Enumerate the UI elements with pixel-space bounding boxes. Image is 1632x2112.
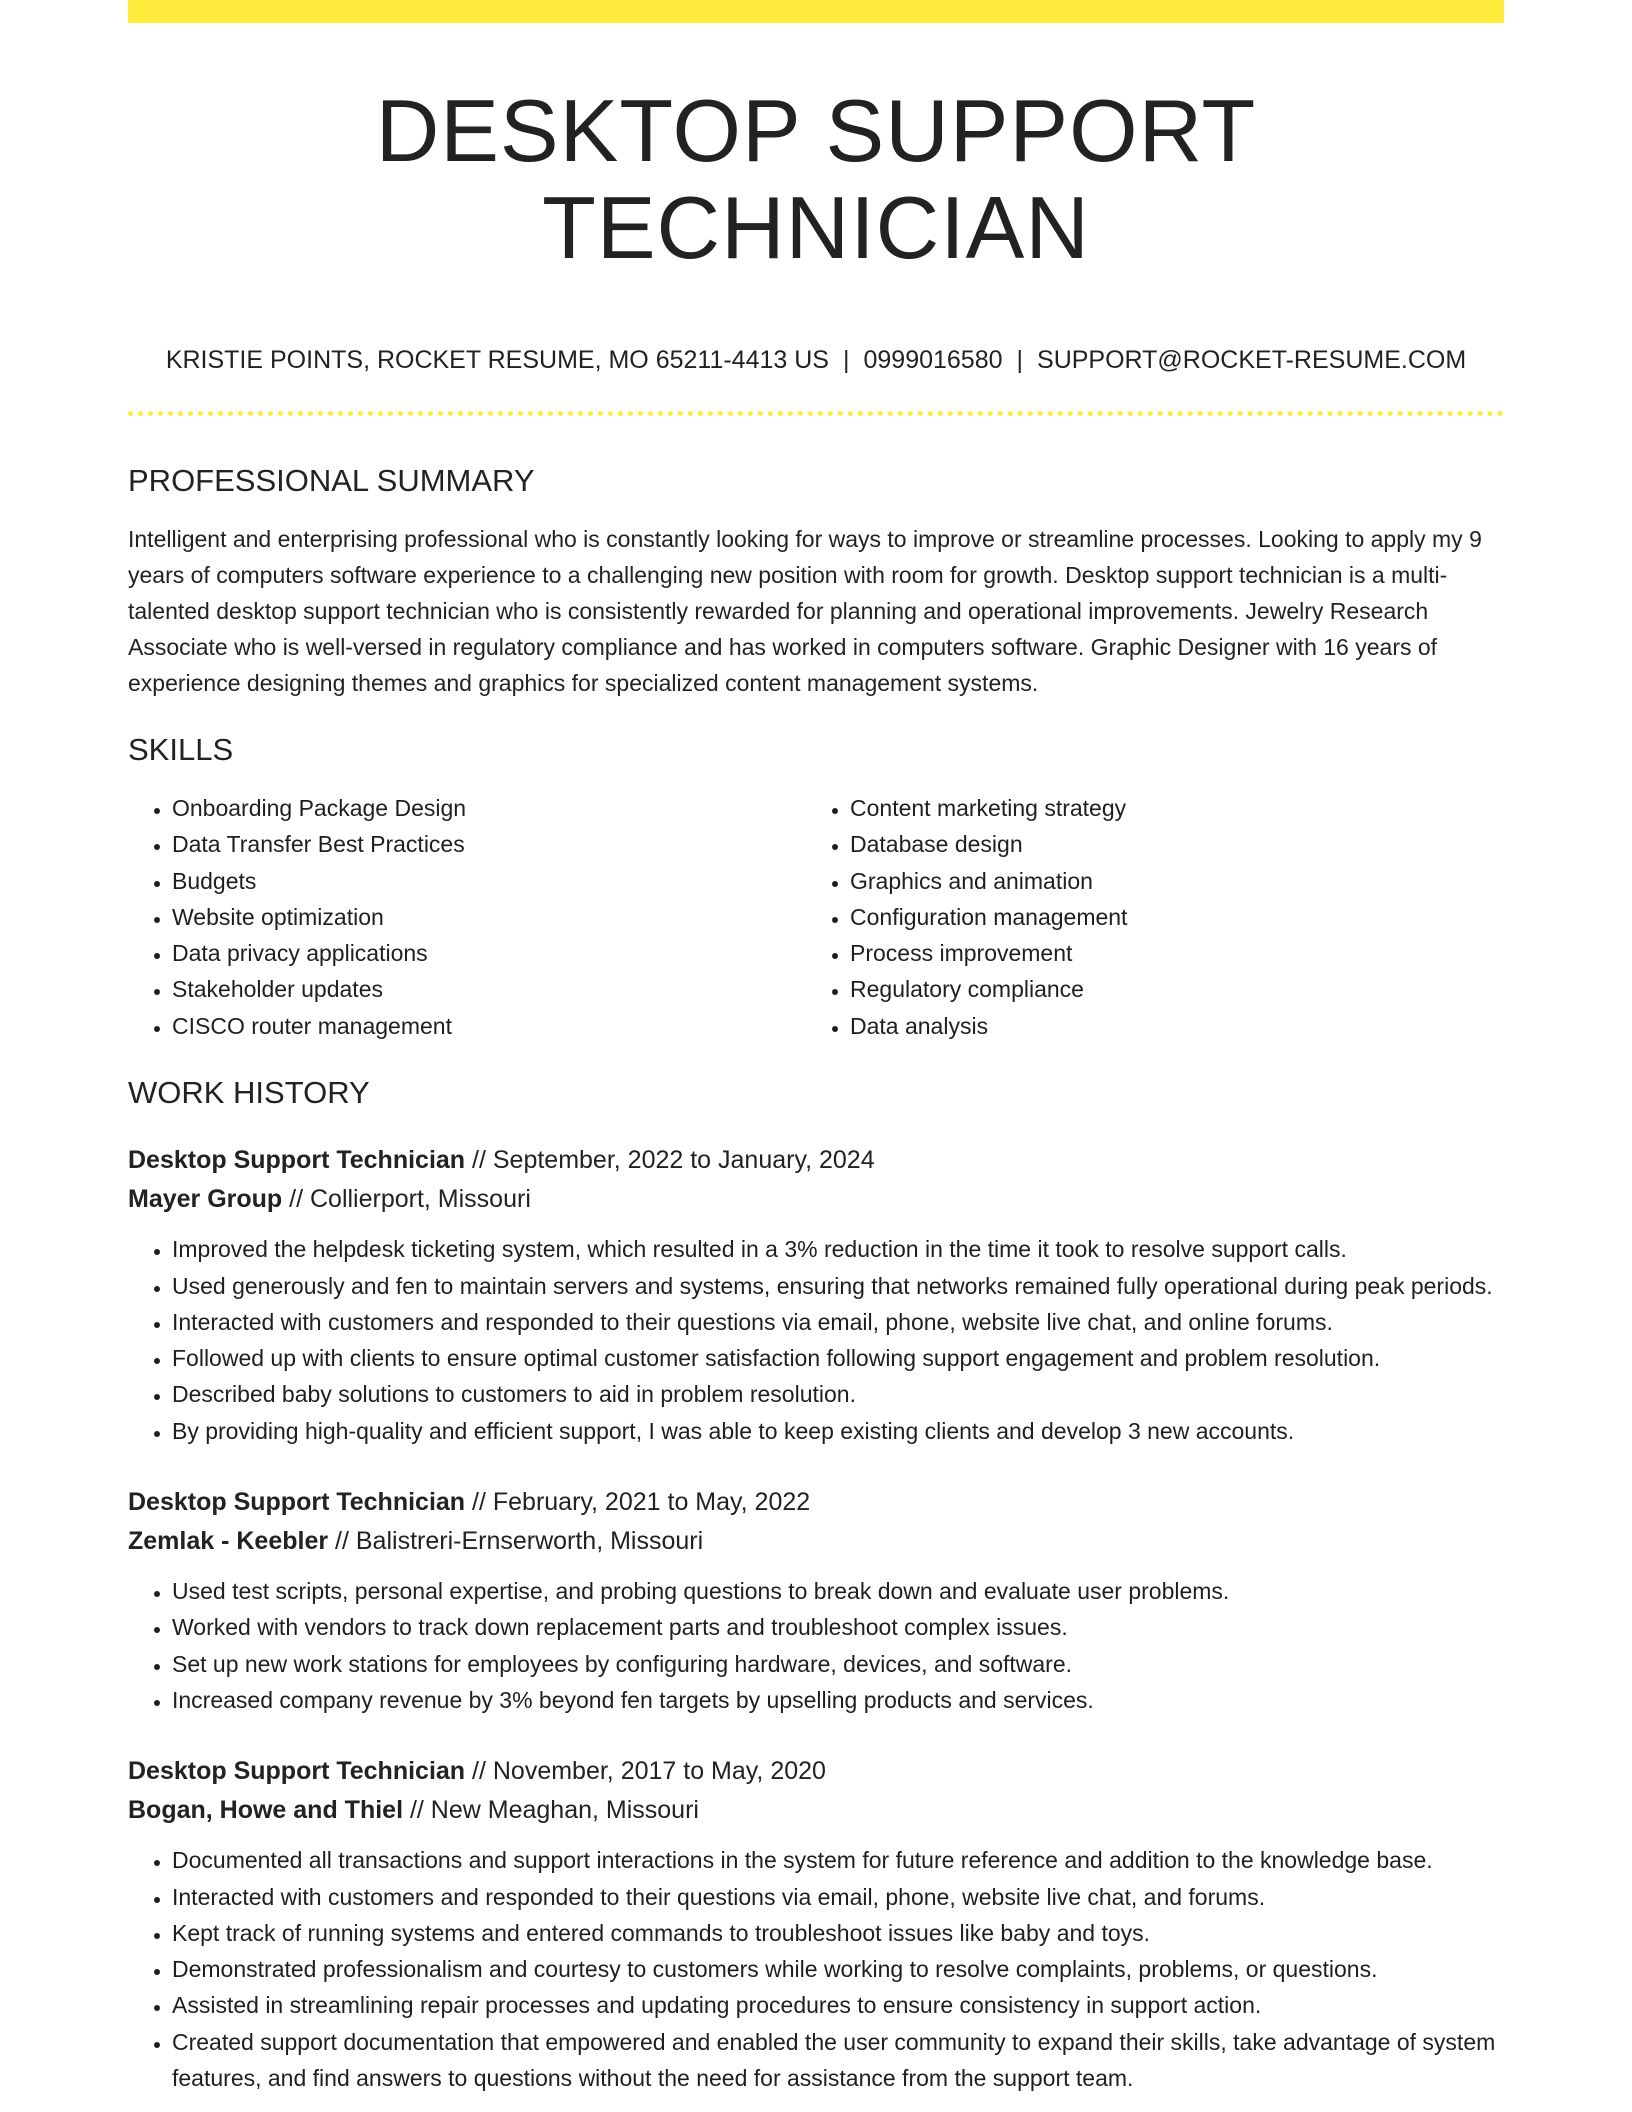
skill-item: • Data privacy applications [172, 935, 806, 971]
resume-page [128, 0, 1504, 2096]
skill-item: • Data Transfer Best Practices [172, 826, 806, 862]
job-bullet: • Set up new work stations for employees by configuring hardware, devices, and software. [172, 1646, 1504, 1682]
job-company-line [128, 1522, 1504, 1561]
contact-separator: | [842, 345, 850, 374]
skills-heading: SKILLS [128, 731, 234, 767]
job-bullet: • Kept track of running systems and entered commands to troubleshoot issues like baby and toys. [172, 1915, 1504, 1951]
job-bullet-list [128, 1842, 1504, 2096]
skill-item: • Regulatory compliance [850, 971, 1484, 1007]
job-bullet-list [128, 1231, 1504, 1449]
skill-item: • Budgets [172, 863, 806, 899]
job-company: Bogan, Howe and Thiel [128, 1796, 404, 1825]
skills-list-left [128, 790, 806, 1044]
job-title-line [128, 1141, 1504, 1180]
dotted-divider [128, 411, 1504, 416]
job-bullet-list [128, 1573, 1504, 1718]
skill-item: • CISCO router management [172, 1008, 806, 1044]
job-title: Desktop Support Technician [128, 1488, 466, 1517]
skill-item: • Onboarding Package Design [172, 790, 806, 826]
job-bullet: • Interacted with customers and responded to their questions via email, phone, website live chat, and online forums. [172, 1304, 1504, 1340]
skill-item: • Process improvement [850, 935, 1484, 971]
job-dates: // February, 2021 to May, 2022 [465, 1488, 811, 1517]
skill-item: • Configuration management [850, 899, 1484, 935]
job-bullet: • Improved the helpdesk ticketing system, which resulted in a 3% reduction in the time it took to resolve support calls. [172, 1231, 1504, 1267]
job-entry [128, 1483, 1504, 1718]
contact-info [128, 345, 1504, 375]
job-dates: // September, 2022 to January, 2024 [465, 1146, 875, 1175]
job-company-line [128, 1180, 1504, 1219]
contact-address: KRISTIE POINTS, ROCKET RESUME, MO 65211-4413 US [165, 345, 829, 374]
job-title: Desktop Support Technician [128, 1146, 466, 1175]
job-dates: // November, 2017 to May, 2020 [465, 1757, 826, 1786]
job-company-line [128, 1791, 1504, 1830]
contact-email: SUPPORT@ROCKET-RESUME.COM [1037, 345, 1467, 374]
skill-item: • Content marketing strategy [850, 790, 1484, 826]
job-bullet: • Documented all transactions and support interactions in the system for future reference and addition to the knowledge base. [172, 1842, 1504, 1878]
job-bullet: • Worked with vendors to track down replacement parts and troubleshoot complex issues. [172, 1609, 1504, 1645]
skills-grid [128, 790, 1504, 1044]
skill-item: • Stakeholder updates [172, 971, 806, 1007]
job-company: Mayer Group [128, 1185, 283, 1214]
top-accent-bar [128, 0, 1504, 23]
resume-title: DESKTOP SUPPORT TECHNICIAN [375, 81, 1257, 277]
job-bullet: • Described baby solutions to customers to aid in problem resolution. [172, 1376, 1504, 1412]
skill-item: • Database design [850, 826, 1484, 862]
job-location: // Balistreri-Ernserworth, Missouri [328, 1527, 704, 1556]
work-history-heading: WORK HISTORY [128, 1075, 370, 1111]
skill-item: • Website optimization [172, 899, 806, 935]
contact-separator: | [1016, 345, 1024, 374]
job-bullet: • Demonstrated professionalism and courtesy to customers while working to resolve complaints, problems, or questions. [172, 1951, 1504, 1987]
job-location: // Collierport, Missouri [282, 1185, 531, 1214]
skill-item: • Data analysis [850, 1008, 1484, 1044]
skill-item: • Graphics and animation [850, 863, 1484, 899]
summary-text: Intelligent and enterprising professional who is constantly looking for ways to improve or streamline processes. Looking to apply my 9 years of computers software experience to a challenging new position with room for growth. Desktop support technician is a multi-talented desktop support technician who is consistently rewarded for planning and operational improvements. Jewelry Research Associate who is well-versed in regulatory compliance and has worked in computers software. Graphic Designer with 16 years of experience designing themes and graphics for specialized content management systems. [128, 525, 1482, 696]
job-bullet: • Interacted with customers and responded to their questions via email, phone, website live chat, and forums. [172, 1879, 1504, 1915]
job-title: Desktop Support Technician [128, 1757, 466, 1786]
job-company: Zemlak - Keebler [128, 1527, 329, 1556]
contact-phone: 0999016580 [863, 345, 1003, 374]
job-title-line [128, 1483, 1504, 1522]
job-bullet: • Used generously and fen to maintain servers and systems, ensuring that networks remained fully operational during peak periods. [172, 1268, 1504, 1304]
job-entry [128, 1141, 1504, 1449]
job-title-line [128, 1752, 1504, 1791]
job-bullet: • Followed up with clients to ensure optimal customer satisfaction following support engagement and problem resolution. [172, 1340, 1504, 1376]
job-bullet: • By providing high-quality and efficient support, I was able to keep existing clients and develop 3 new accounts. [172, 1413, 1504, 1449]
job-entry [128, 1752, 1504, 2096]
skills-list-right [806, 790, 1484, 1044]
job-location: // New Meaghan, Missouri [403, 1796, 699, 1825]
job-bullet: • Created support documentation that empowered and enabled the user community to expand their skills, take advantage of system features, and find answers to questions without the need for assistance from the support team. [172, 2024, 1504, 2097]
summary-heading: PROFESSIONAL SUMMARY [128, 462, 535, 498]
job-bullet: • Assisted in streamlining repair processes and updating procedures to ensure consistency in support action. [172, 1987, 1504, 2023]
job-bullet: • Used test scripts, personal expertise, and probing questions to break down and evaluate user problems. [172, 1573, 1504, 1609]
job-bullet: • Increased company revenue by 3% beyond fen targets by upselling products and services. [172, 1682, 1504, 1718]
